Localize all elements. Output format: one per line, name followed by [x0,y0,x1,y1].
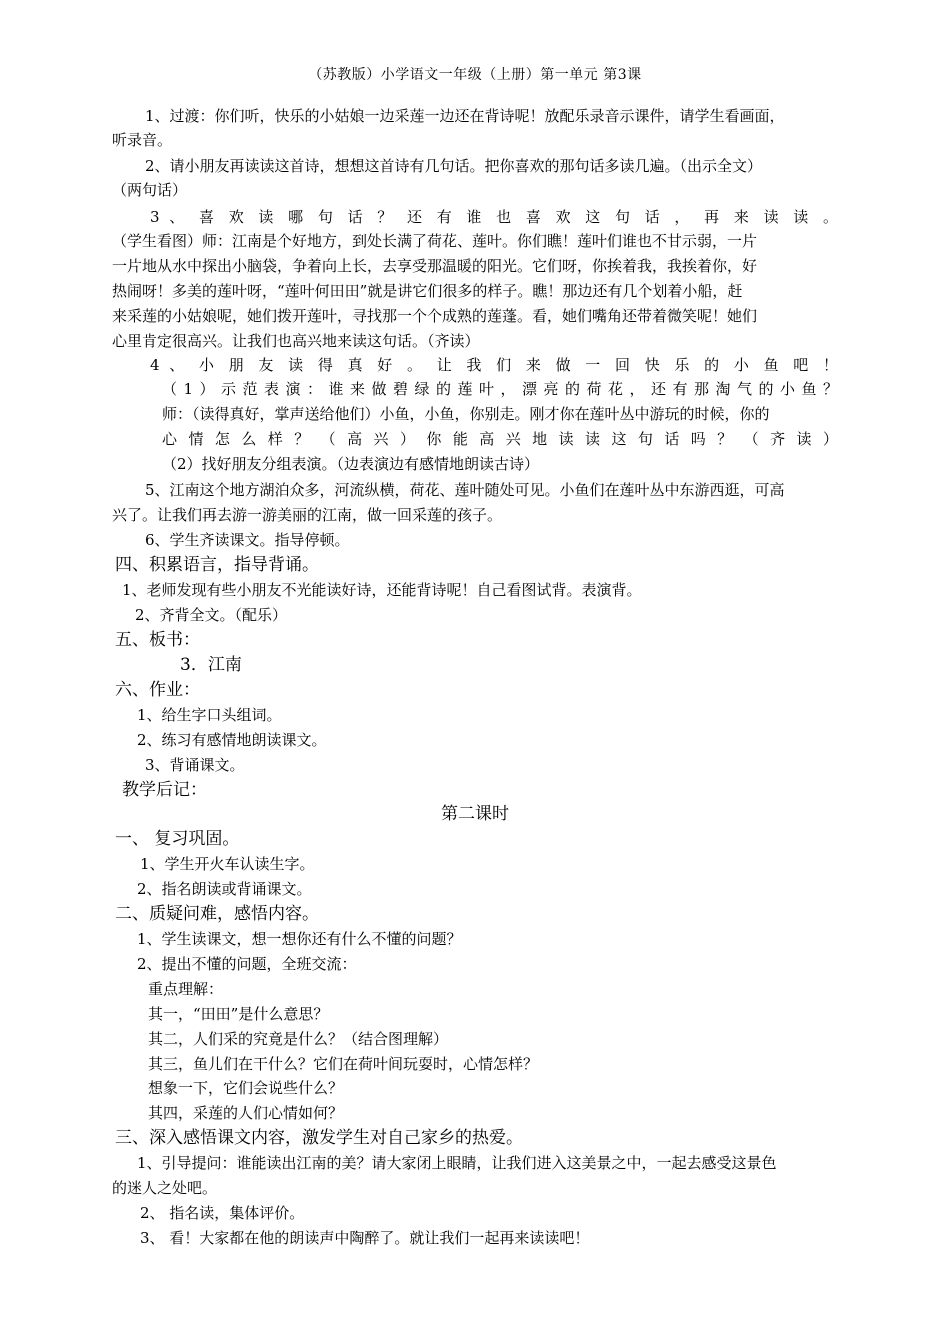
text-line: 1、学生读课文，想一想你还有什么不懂的问题？ [137,930,462,948]
text-line: 1、学生开火车认读生字。 [140,855,315,873]
text-line: 来采莲的小姑娘呢，她们拨开莲叶，寻找那一个个成熟的莲蓬。看，她们嘴角还带着微笑呢！她们 [112,307,758,325]
text-line: 的迷人之处吧。 [112,1179,218,1197]
text-line: 1、引导提问：谁能读出江南的美？请大家闭上眼睛，让我们进入这美景之中，一起去感受这景色 [137,1154,777,1172]
text-line: 3、 看！大家都在他的朗读声中陶醉了。就让我们一起再来读读吧！ [140,1229,590,1247]
text-line: 其一，“田田”是什么意思？ [148,1005,329,1023]
text-line: 其二，人们采的究竟是什么？（结合图理解） [148,1030,449,1048]
blackboard-title: 3．江南 [180,655,242,675]
text-line: （学生看图）师：江南是个好地方，到处长满了荷花、莲叶。你们瞧！莲叶们谁也不甘示弱，一片 [112,232,758,250]
text-line: 2、齐背全文。（配乐） [135,606,288,624]
text-line: 其三，鱼儿们在干什么？它们在荷叶间玩耍时，心情怎样？ [148,1055,539,1073]
section-heading: 三、深入感悟课文内容，激发学生对自己家乡的热爱。 [115,1128,523,1148]
text-line: 3 、 喜 欢 读 哪 句 话 ？ 还 有 谁 也 喜 欢 这 句 话 ， 再 来 读 读 。 [150,208,838,226]
text-line: 重点理解： [148,980,224,998]
text-line: 1、过渡：你们听，快乐的小姑娘一边采莲一边还在背诗呢！放配乐录音示课件，请学生看画面， [145,107,785,125]
text-line: 心 情 怎 么 样 ？ （ 高 兴 ） 你 能 高 兴 地 读 读 这 句 话 吗 ？ （ 齐 读 ） [162,430,838,448]
text-line: 3、背诵课文。 [145,756,245,774]
text-line: 2、指名朗读或背诵课文。 [137,880,312,898]
section-heading: 四、积累语言，指导背诵。 [115,555,319,575]
lesson-title: 第二课时 [441,804,509,824]
text-line: 1、老师发现有些小朋友不光能读好诗，还能背诗呢！自己看图试背。表演背。 [122,581,642,599]
text-line: 想象一下，它们会说些什么？ [148,1079,344,1097]
text-line: 教学后记： [122,780,207,800]
page-header: （苏教版）小学语文一年级（上册）第一单元 第3课 [308,67,642,83]
text-line: 听录音。 [112,131,173,149]
text-line: 2、提出不懂的问题，全班交流： [137,955,357,973]
text-line: 心里肯定很高兴。让我们也高兴地来读这句话。（齐读） [112,332,480,350]
text-line: （2）找好朋友分组表演。（边表演边有感情地朗读古诗） [162,455,540,473]
text-line: 一片地从水中探出小脑袋，争着向上长，去享受那温暖的阳光。它们呀，你挨着我，我挨着你，好 [112,257,758,275]
text-line: 5、江南这个地方湖泊众多，河流纵横，荷花、莲叶随处可见。小鱼们在莲叶丛中东游西逛，可高 [145,481,785,499]
text-line: 6、学生齐读课文。指导停顿。 [145,531,350,549]
text-line: 4 、 小 朋 友 读 得 真 好 。 让 我 们 来 做 一 回 快 乐 的 小 鱼 吧 ！ [150,356,838,374]
text-line: 热闹呀！多美的莲叶呀，“莲叶何田田”就是讲它们很多的样子。瞧！那边还有几个划着小船，赶 [112,282,743,300]
text-line: 师：（读得真好，掌声送给他们）小鱼，小鱼，你别走。刚才你在莲叶丛中游玩的时候，你的 [162,405,770,423]
text-line: 1、给生字口头组词。 [137,706,282,724]
text-line: 2、练习有感情地朗读课文。 [137,731,327,749]
section-heading: 六、作业： [115,680,200,700]
text-line: 其四，采莲的人们心情如何？ [148,1104,344,1122]
text-line: 兴了。让我们再去游一游美丽的江南，做一回采莲的孩子。 [112,506,503,524]
text-line: （两句话） [112,181,188,199]
section-heading: 一、 复习巩固。 [115,829,240,849]
text-line: （1）示范表演：谁来做碧绿的莲叶，漂亮的荷花，还有那淘气的小鱼？ [162,380,838,398]
section-heading: 二、质疑问难，感悟内容。 [115,904,319,924]
section-heading: 五、板书： [115,630,200,650]
text-line: 2、请小朋友再读读这首诗，想想这首诗有几句话。把你喜欢的那句话多读几遍。（出示全文） [145,157,763,175]
text-line: 2、 指名读，集体评价。 [140,1204,305,1222]
